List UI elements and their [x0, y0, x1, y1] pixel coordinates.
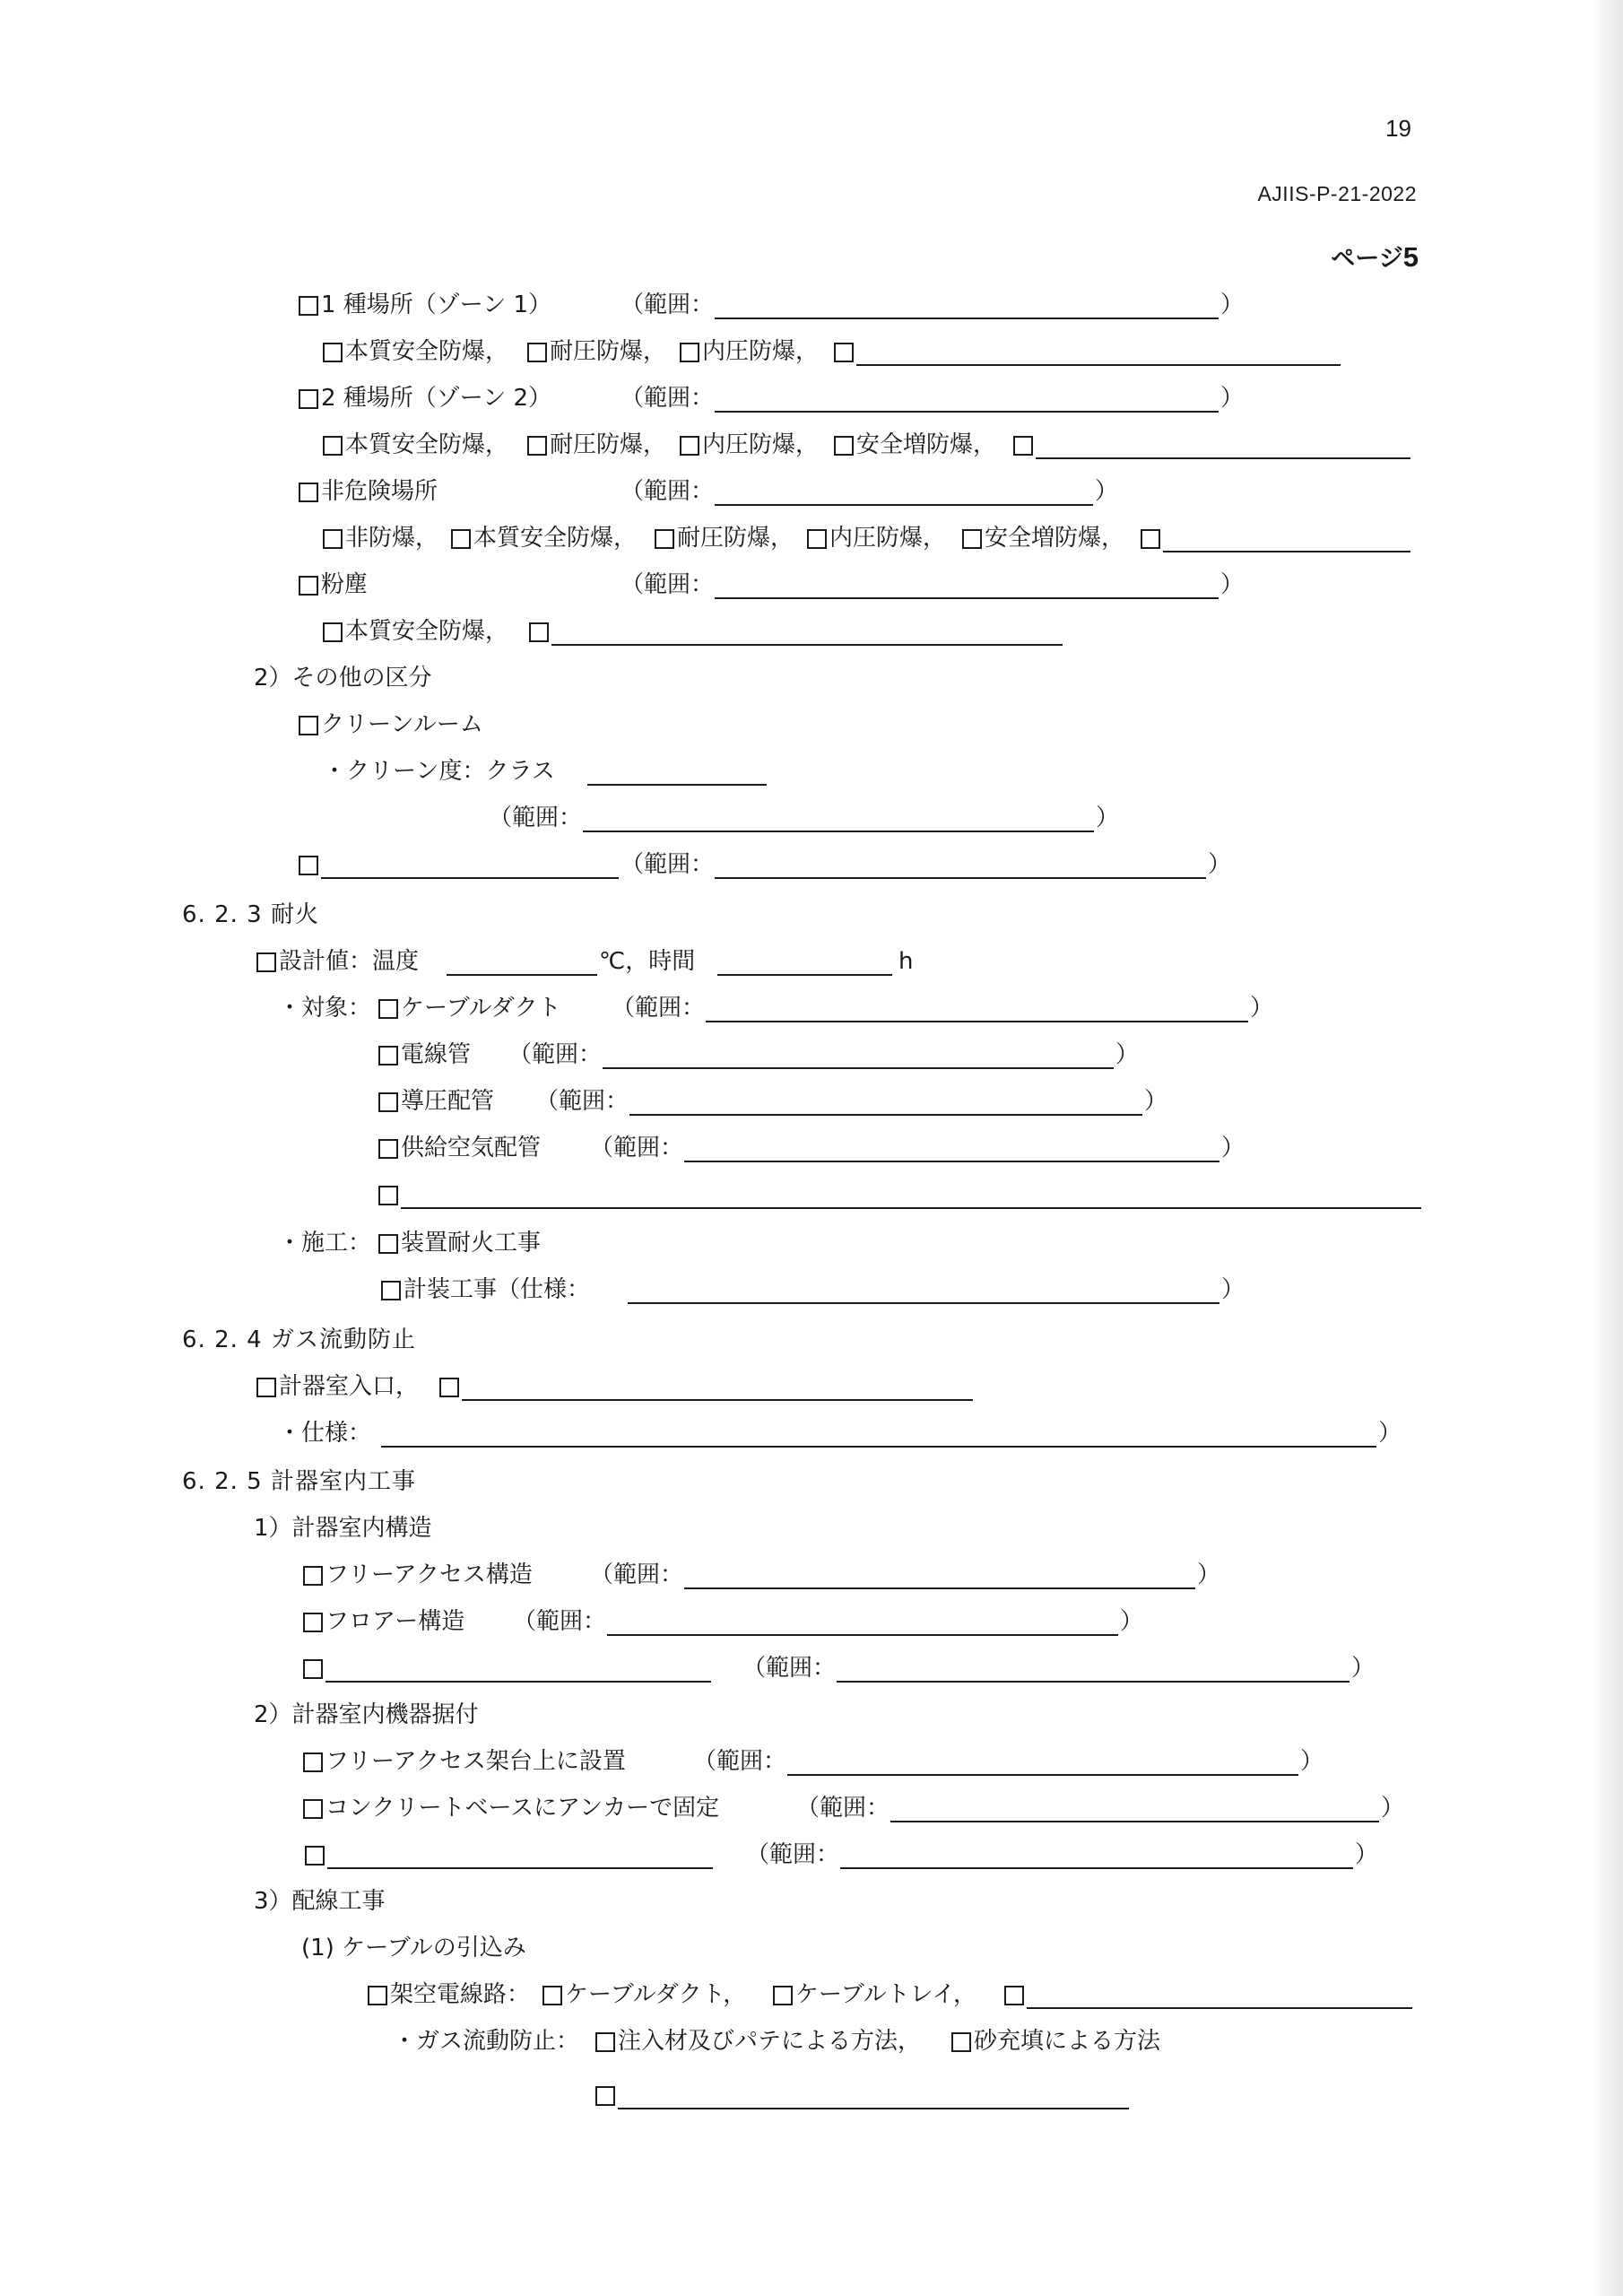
dust-range-field[interactable] — [715, 597, 1219, 599]
structure-other-row — [0, 1650, 1623, 1686]
nonhaz-flameproof-checkbox[interactable] — [655, 529, 674, 549]
nonhaz-nonexplosion-label: 非防爆， — [345, 525, 439, 552]
zone1-intrinsic-checkbox[interactable] — [323, 343, 343, 362]
zone1-protection-row — [0, 334, 1623, 370]
design-value-label: 設計値：温度 — [279, 948, 420, 975]
putty-method-label: 注入材及びパテによる方法， — [618, 2028, 922, 2055]
conduit-range-open: （範囲： — [508, 1041, 603, 1068]
gas-spec-close: ） — [1378, 1420, 1402, 1447]
zone2-range-open: （範囲： — [621, 385, 715, 412]
zone2-flameproof-label: 耐圧防爆， — [550, 431, 667, 458]
cleanroom-label: クリーンルーム — [321, 711, 483, 738]
cleanroom-range-field[interactable] — [583, 831, 1094, 832]
room-entrance-label: 計器室入口， — [279, 1373, 420, 1400]
cable-duct-checkbox[interactable] — [378, 999, 398, 1019]
zone1-pressurized-checkbox[interactable] — [680, 343, 699, 362]
install-free-access-checkbox[interactable] — [303, 1752, 323, 1772]
room-entrance-checkbox[interactable] — [256, 1378, 276, 1397]
anchor-label: コンクリートベースにアンカーで固定 — [325, 1795, 720, 1822]
zone1-range-close: ） — [1220, 291, 1245, 318]
install-other-row — [0, 1837, 1623, 1873]
install-free-access-row — [0, 1744, 1623, 1779]
nonhaz-row — [0, 474, 1623, 509]
design-value-checkbox[interactable] — [256, 952, 276, 972]
install-other-checkbox[interactable] — [305, 1846, 325, 1866]
anchor-range-field[interactable] — [890, 1821, 1379, 1822]
temperature-field[interactable] — [447, 974, 597, 976]
structure-other-range-close: ） — [1351, 1655, 1376, 1682]
conduit-label: 電線管 — [401, 1041, 472, 1068]
overhead-other-field[interactable] — [1027, 2007, 1412, 2009]
other-classification-heading-row — [0, 660, 1623, 696]
room-structure-heading-row — [0, 1510, 1623, 1546]
gas-section-title: 6. 2. 4 ガス流動防止 — [182, 1326, 416, 1353]
floor-structure-range-open: （範囲： — [513, 1608, 607, 1635]
other-target-field[interactable] — [401, 1207, 1421, 1209]
air-pipe-range-field[interactable] — [684, 1161, 1219, 1162]
air-pipe-label: 供給空気配管 — [401, 1135, 542, 1161]
zone1-label: 1 種場所（ゾーン 1） — [321, 291, 552, 318]
equip-fireproof-checkbox[interactable] — [378, 1234, 398, 1254]
nonhaz-range-field[interactable] — [715, 504, 1093, 506]
install-other-range-open: （範囲： — [746, 1841, 840, 1868]
cable-gas-stop-other-checkbox[interactable] — [595, 2086, 615, 2106]
overhead-tray-checkbox[interactable] — [773, 1986, 793, 2005]
conduit-range-field[interactable] — [603, 1067, 1114, 1069]
dust-range-open: （範囲： — [621, 571, 715, 598]
other-target-row — [0, 1177, 1623, 1213]
zone2-protection-row — [0, 427, 1623, 463]
dust-other-field[interactable] — [551, 644, 1063, 646]
zone2-intrinsic-label: 本質安全防爆， — [345, 431, 509, 458]
gas-other-checkbox[interactable] — [439, 1378, 459, 1397]
free-access-range-open: （範囲： — [590, 1561, 684, 1588]
room-section-title: 6. 2. 5 計器室内工事 — [182, 1468, 416, 1495]
structure-other-field[interactable] — [325, 1681, 711, 1683]
nonhaz-range-close: ） — [1095, 478, 1119, 505]
other-class-range-close: ） — [1208, 851, 1232, 878]
dust-intrinsic-label: 本質安全防爆， — [345, 618, 509, 645]
temperature-unit: ℃，時間 — [599, 948, 696, 975]
cleanliness-class-row — [0, 753, 1623, 789]
install-other-range-field[interactable] — [840, 1867, 1353, 1869]
pressure-pipe-range-field[interactable] — [629, 1114, 1142, 1116]
nonhaz-intrinsic-checkbox[interactable] — [451, 529, 471, 549]
dust-row — [0, 567, 1623, 603]
zone1-pressurized-label: 内圧防爆， — [702, 338, 820, 365]
overhead-other-checkbox[interactable] — [1004, 1986, 1024, 2005]
zone2-flameproof-checkbox[interactable] — [527, 436, 547, 456]
wiring-heading: 3）配線工事 — [254, 1888, 386, 1915]
overhead-line-row — [0, 1977, 1623, 2013]
dust-label: 粉塵 — [321, 571, 369, 598]
nonhaz-increased-safety-checkbox[interactable] — [962, 529, 982, 549]
cable-duct-range-open: （範囲： — [612, 995, 706, 1022]
gas-other-field[interactable] — [462, 1399, 973, 1401]
free-access-checkbox[interactable] — [303, 1566, 323, 1586]
page-label: ページ5 — [1331, 241, 1419, 273]
overhead-tray-label: ケーブルトレイ， — [795, 1981, 977, 2008]
nonhaz-range-open: （範囲： — [621, 478, 715, 505]
pressure-pipe-label: 導圧配管 — [401, 1088, 495, 1115]
gas-spec-row — [0, 1415, 1623, 1451]
dust-protection-row — [0, 613, 1623, 649]
free-access-label: フリーアクセス構造 — [325, 1561, 533, 1588]
nonhaz-nonexplosion-checkbox[interactable] — [323, 529, 343, 549]
nonhaz-intrinsic-label: 本質安全防爆， — [473, 525, 638, 552]
free-access-range-field[interactable] — [684, 1587, 1195, 1589]
fire-work-label: ・施工： — [278, 1230, 372, 1257]
install-other-range-close: ） — [1355, 1841, 1379, 1868]
anchor-range-close: ） — [1381, 1795, 1405, 1822]
zone1-flameproof-checkbox[interactable] — [527, 343, 547, 362]
zone2-intrinsic-checkbox[interactable] — [323, 436, 343, 456]
other-classification-heading: 2）その他の区分 — [254, 665, 432, 691]
free-access-row — [0, 1557, 1623, 1593]
design-value-row — [0, 944, 1623, 979]
instrument-work-checkbox[interactable] — [381, 1281, 401, 1300]
wiring-heading-row — [0, 1883, 1623, 1919]
nonhaz-checkbox[interactable] — [299, 483, 318, 502]
fire-target-label: ・対象： — [278, 995, 372, 1022]
cleanroom-checkbox[interactable] — [299, 716, 318, 735]
pressure-pipe-checkbox[interactable] — [378, 1092, 398, 1112]
structure-other-range-open: （範囲： — [742, 1655, 837, 1682]
zone2-checkbox[interactable] — [299, 389, 318, 409]
conduit-range-close: ） — [1115, 1041, 1140, 1068]
sand-method-label: 砂充填による方法 — [974, 2028, 1161, 2055]
anchor-checkbox[interactable] — [303, 1799, 323, 1819]
zone2-range-field[interactable] — [715, 411, 1219, 413]
install-free-access-range-field[interactable] — [787, 1774, 1298, 1776]
install-free-access-range-open: （範囲： — [693, 1748, 787, 1775]
floor-structure-label: フロアー構造 — [325, 1608, 465, 1635]
overhead-duct-checkbox[interactable] — [542, 1986, 562, 2005]
nonhaz-pressurized-checkbox[interactable] — [807, 529, 827, 549]
nonhaz-protection-row — [0, 520, 1623, 556]
zone2-increased-safety-checkbox[interactable] — [834, 436, 854, 456]
zone2-increased-safety-label: 安全増防爆， — [856, 431, 997, 458]
cleanroom-range-open: （範囲： — [489, 804, 583, 831]
cable-gas-stop-other-field[interactable] — [618, 2108, 1129, 2109]
room-section-row — [0, 1464, 1623, 1500]
pressure-pipe-range-close: ） — [1144, 1088, 1168, 1115]
floor-structure-range-field[interactable] — [607, 1634, 1118, 1636]
zone2-row — [0, 380, 1623, 416]
fire-target-row — [0, 990, 1623, 1026]
document-id: AJIIS-P-21-2022 — [1257, 182, 1417, 205]
floor-structure-range-close: ） — [1120, 1608, 1144, 1635]
anchor-range-open: （範囲： — [796, 1795, 890, 1822]
nonhaz-other-field[interactable] — [1163, 551, 1410, 552]
pressure-pipe-row — [0, 1083, 1623, 1119]
nonhaz-increased-safety-label: 安全増防爆， — [985, 525, 1125, 552]
putty-method-checkbox[interactable] — [595, 2032, 615, 2052]
instrument-work-row — [0, 1272, 1623, 1308]
overhead-line-checkbox[interactable] — [368, 1986, 387, 2005]
floor-structure-checkbox[interactable] — [303, 1613, 323, 1632]
cable-gas-stop-other-row — [0, 2077, 1623, 2113]
air-pipe-range-open: （範囲： — [590, 1135, 684, 1161]
conduit-row — [0, 1037, 1623, 1073]
zone1-other-checkbox[interactable] — [834, 343, 854, 362]
nonhaz-pressurized-label: 内圧防爆， — [829, 525, 947, 552]
instrument-work-close: ） — [1221, 1276, 1245, 1303]
structure-other-checkbox[interactable] — [303, 1659, 323, 1679]
gas-section-row — [0, 1322, 1623, 1358]
install-free-access-range-close: ） — [1300, 1748, 1324, 1775]
other-class-checkbox[interactable] — [299, 856, 318, 875]
floor-structure-row — [0, 1604, 1623, 1639]
install-other-field[interactable] — [327, 1867, 713, 1869]
air-pipe-checkbox[interactable] — [378, 1139, 398, 1159]
dust-other-checkbox[interactable] — [529, 622, 549, 642]
zone2-label: 2 種場所（ゾーン 2） — [321, 385, 552, 412]
duration-field[interactable] — [717, 974, 892, 976]
cable-entry-heading-row — [0, 1930, 1623, 1966]
zone2-pressurized-checkbox[interactable] — [680, 436, 699, 456]
zone1-intrinsic-label: 本質安全防爆， — [345, 338, 509, 365]
fireproof-section-title: 6. 2. 3 耐火 — [182, 901, 319, 928]
zone1-row — [0, 287, 1623, 323]
installation-heading: 2）計器室内機器据付 — [254, 1701, 479, 1728]
cleanroom-range-row — [0, 800, 1623, 836]
cleanliness-class-field[interactable] — [587, 784, 767, 786]
page-number: 19 — [1385, 115, 1411, 142]
cable-duct-label: ケーブルダクト — [401, 995, 561, 1022]
overhead-duct-label: ケーブルダクト， — [565, 1981, 747, 2008]
free-access-range-close: ） — [1197, 1561, 1221, 1588]
zone1-checkbox[interactable] — [299, 296, 318, 316]
installation-heading-row — [0, 1697, 1623, 1733]
nonhaz-other-checkbox[interactable] — [1141, 529, 1160, 549]
zone2-pressurized-label: 内圧防爆， — [702, 431, 820, 458]
other-class-row — [0, 847, 1623, 883]
conduit-checkbox[interactable] — [378, 1046, 398, 1065]
install-free-access-label: フリーアクセス架台上に設置 — [325, 1748, 626, 1775]
other-class-range-field[interactable] — [715, 877, 1206, 879]
room-entrance-row — [0, 1369, 1623, 1405]
instrument-work-label: 計装工事（仕様： — [404, 1276, 591, 1303]
dust-range-close: ） — [1220, 571, 1245, 598]
cable-entry-heading: (1) ケーブルの引込み — [301, 1935, 526, 1961]
overhead-line-label: 架空電線路： — [390, 1981, 531, 2008]
zone1-flameproof-label: 耐圧防爆， — [550, 338, 667, 365]
cleanroom-range-close: ） — [1096, 804, 1120, 831]
cleanroom-row — [0, 707, 1623, 743]
cable-duct-range-close: ） — [1250, 995, 1274, 1022]
equip-fireproof-label: 装置耐火工事 — [401, 1230, 542, 1257]
zone1-range-field[interactable] — [715, 317, 1219, 319]
cable-gas-stop-row — [0, 2023, 1623, 2059]
room-structure-heading: 1）計器室内構造 — [254, 1515, 432, 1542]
other-class-range-open: （範囲： — [621, 851, 715, 878]
fireproof-section-row — [0, 897, 1623, 933]
cable-gas-stop-label: ・ガス流動防止： — [393, 2028, 580, 2055]
zone2-other-checkbox[interactable] — [1013, 436, 1033, 456]
zone1-other-field[interactable] — [856, 364, 1341, 366]
structure-other-range-field[interactable] — [837, 1681, 1350, 1683]
nonhaz-flameproof-label: 耐圧防爆， — [677, 525, 794, 552]
gas-spec-field[interactable] — [381, 1446, 1376, 1448]
zone1-range-open: （範囲： — [621, 291, 715, 318]
instrument-work-spec-field[interactable] — [628, 1302, 1219, 1304]
zone2-range-close: ） — [1220, 385, 1245, 412]
sand-method-checkbox[interactable] — [951, 2032, 971, 2052]
anchor-row — [0, 1790, 1623, 1826]
zone2-other-field[interactable] — [1036, 457, 1410, 459]
fire-work-row — [0, 1225, 1623, 1261]
other-class-field[interactable] — [321, 877, 619, 879]
other-target-checkbox[interactable] — [378, 1186, 398, 1205]
cleanliness-class-label: ・クリーン度：クラス — [323, 758, 555, 785]
gas-spec-label: ・仕様： — [278, 1420, 372, 1447]
air-pipe-row — [0, 1130, 1623, 1166]
dust-intrinsic-checkbox[interactable] — [323, 622, 343, 642]
air-pipe-range-close: ） — [1221, 1135, 1245, 1161]
dust-checkbox[interactable] — [299, 576, 318, 596]
duration-unit: h — [898, 948, 914, 975]
nonhaz-label: 非危険場所 — [321, 478, 438, 505]
cable-duct-range-field[interactable] — [706, 1021, 1248, 1022]
pressure-pipe-range-open: （範囲： — [535, 1088, 629, 1115]
